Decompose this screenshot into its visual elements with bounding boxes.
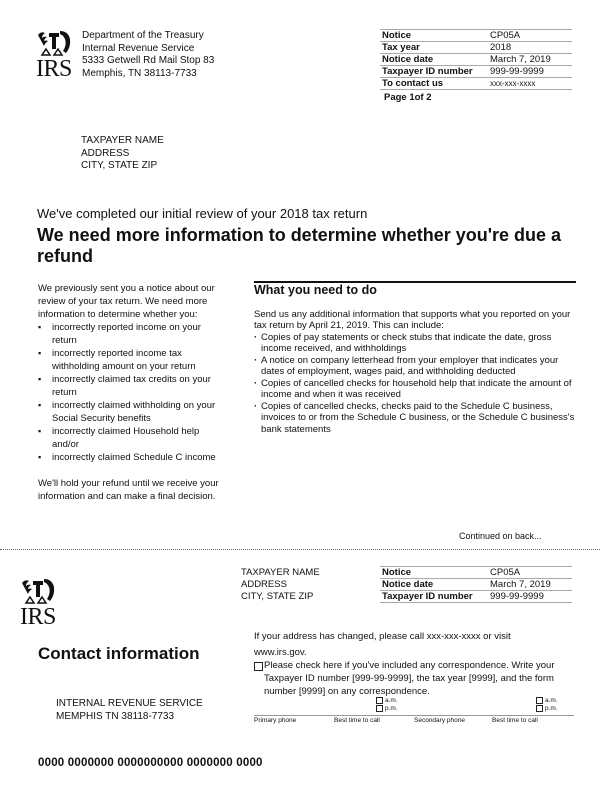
list-item: ▪ incorrectly claimed Household help and/or <box>38 425 228 451</box>
info-label: To contact us <box>380 78 488 90</box>
info-row <box>380 66 572 78</box>
page-label: Page 1of 2 <box>384 92 432 103</box>
info-label: Notice <box>380 567 488 579</box>
info-row <box>380 42 572 54</box>
am-label: a.m. <box>385 697 398 705</box>
info-value: xxx-xxx-xxxx <box>488 78 572 90</box>
best-time-field[interactable]: Best time to call <box>334 717 380 724</box>
intro-text: We previously sent you a notice about our review of your tax return. We need more information to determine whether you: <box>38 283 215 320</box>
info-row <box>380 30 572 42</box>
list-item: · Copies of pay statements or check stubs that indicate the date, gross income received, and withholdings <box>254 332 576 355</box>
irs-logo <box>20 577 60 630</box>
logo-text: IRS <box>36 56 72 82</box>
irs-address-line: INTERNAL REVENUE SERVICE <box>56 698 203 709</box>
sender-line: Memphis, TN 38113-7733 <box>82 67 197 79</box>
taxpayer-line: CITY, STATE ZIP <box>241 591 314 602</box>
info-label: Tax year <box>380 42 488 54</box>
stub-taxpayer-address <box>241 567 320 603</box>
left-column <box>38 282 228 503</box>
pm-label: p.m. <box>545 704 558 712</box>
irs-logo <box>36 29 76 82</box>
info-value: CP05A <box>488 567 572 579</box>
info-label: Notice <box>380 30 488 42</box>
documents-list <box>254 332 576 436</box>
tear-off-line <box>0 549 600 550</box>
taxpayer-line: TAXPAYER NAME <box>241 567 320 578</box>
info-label: Notice date <box>380 579 488 591</box>
am-label: a.m. <box>545 697 558 705</box>
list-item: ▪ incorrectly claimed Schedule C income <box>38 451 228 464</box>
notice-headline: We need more information to determine whether you're due a refund <box>37 225 562 266</box>
am-checkbox[interactable] <box>376 697 383 704</box>
pm-label: p.m. <box>385 704 398 712</box>
info-row <box>380 579 572 591</box>
list-item: · A notice on company letterhead from your employer that indicates your dates of employment, wages paid, and withholding deducted <box>254 355 576 378</box>
phone-fields <box>254 697 574 724</box>
info-value: 2018 <box>488 42 572 54</box>
stub-info-table <box>380 566 572 603</box>
address-change-section <box>254 630 576 698</box>
closing-text: We'll hold your refund until we receive your information and can make a final decision. <box>38 478 219 502</box>
irs-mailing-address <box>56 697 203 723</box>
list-item: ▪ incorrectly claimed withholding on your Social Security benefits <box>38 399 228 425</box>
instructions-text: Send us any additional information that supports what you reported on your tax return by April 21, 2019. This can include: <box>254 308 571 331</box>
info-row <box>380 567 572 579</box>
sender-line: 5333 Getwell Rd Mail Stop 83 <box>82 55 215 66</box>
logo-text: IRS <box>20 604 56 630</box>
sender-line: Department of the Treasury <box>82 30 204 41</box>
notice-subheading: We've completed our initial review of your 2018 tax return <box>37 206 368 221</box>
correspondence-text: Please check here if you've included any correspondence. Write your Taxpayer ID number [999-99-9999], the tax year [9999], and the form number [9999] on any correspondence. <box>264 660 555 697</box>
pm-checkbox[interactable] <box>376 705 383 712</box>
recipient-address <box>81 135 164 173</box>
info-label: Taxpayer ID number <box>380 66 488 78</box>
info-value: CP05A <box>488 30 572 42</box>
list-item: · Copies of cancelled checks for household help that indicate the amount of income and when it was received <box>254 378 576 401</box>
primary-phone-field[interactable]: Primary phone <box>254 717 297 724</box>
info-row <box>380 54 572 66</box>
address-change-text: If your address has changed, please call xxx-xxx-xxxx or visit <box>254 631 511 642</box>
best-time-2-options <box>536 697 558 712</box>
right-column <box>254 281 576 435</box>
section-heading: What you need to do <box>254 283 377 297</box>
info-label: Notice date <box>380 54 488 66</box>
irs-eagle-icon <box>36 29 72 59</box>
notice-info-table <box>380 29 572 90</box>
info-value: March 7, 2019 <box>488 54 572 66</box>
best-time-1-options <box>376 697 398 712</box>
sender-line: Internal Revenue Service <box>82 42 195 54</box>
recipient-line: TAXPAYER NAME <box>81 135 164 146</box>
phone-labels-row <box>254 715 574 724</box>
taxpayer-line: ADDRESS <box>241 579 287 590</box>
info-row <box>380 78 572 90</box>
list-item: ▪ incorrectly reported income tax withholding amount on your return <box>38 347 228 373</box>
secondary-phone-field[interactable]: Secondary phone <box>414 717 465 724</box>
scanline-number: 0000 0000000 0000000000 0000000 0000 <box>38 757 263 769</box>
correspondence-checkbox[interactable] <box>254 662 263 671</box>
sender-address <box>82 30 214 80</box>
ampm-row <box>254 697 574 715</box>
correspondence-row <box>254 659 576 698</box>
website-link[interactable]: www.irs.gov. <box>254 647 307 658</box>
recipient-line: ADDRESS <box>81 147 130 159</box>
am-checkbox[interactable] <box>536 697 543 704</box>
irs-address-line: MEMPHIS TN 38118-7733 <box>56 711 175 722</box>
recipient-line: CITY, STATE ZIP <box>81 160 158 171</box>
info-value: 999-99-9999 <box>488 66 572 78</box>
info-row <box>380 591 572 603</box>
pm-checkbox[interactable] <box>536 705 543 712</box>
info-value: March 7, 2019 <box>488 579 572 591</box>
list-item: ▪ incorrectly claimed tax credits on your return <box>38 373 228 399</box>
best-time-field[interactable]: Best time to call <box>492 717 538 724</box>
contact-info-title: Contact information <box>38 644 200 663</box>
list-item: · Copies of cancelled checks, checks paid to the Schedule C business, invoices to or from the Schedule C business, or the Schedule C business's bank statements <box>254 401 576 436</box>
continued-label: Continued on back... <box>459 531 542 541</box>
irs-eagle-icon <box>20 577 56 607</box>
info-value: 999-99-9999 <box>488 591 572 603</box>
list-item: ▪ incorrectly reported income on your return <box>38 321 228 347</box>
info-label: Taxpayer ID number <box>380 591 488 603</box>
reason-list <box>38 321 228 464</box>
